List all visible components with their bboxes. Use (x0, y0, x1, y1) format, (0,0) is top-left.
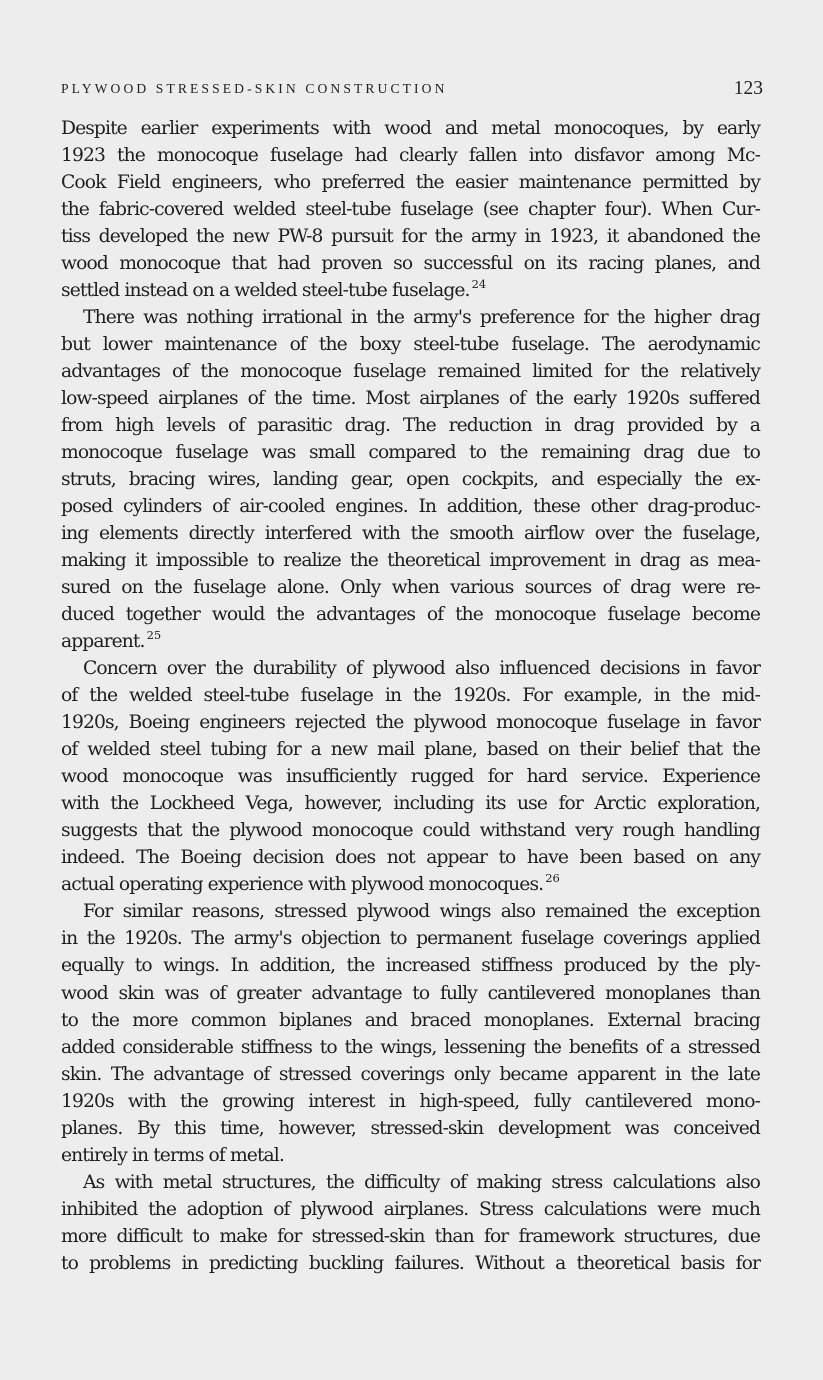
text-line (61, 763, 760, 790)
text-line (61, 925, 760, 952)
line-text: apparent. (61, 631, 145, 653)
line-text: to the more common biplanes and braced monoplanes. External bracing (61, 1009, 760, 1031)
text-line (61, 358, 760, 385)
line-text: There was nothing irrational in the army's preference for the higher drag (83, 307, 760, 329)
text-line (61, 1196, 760, 1223)
line-text: the fabric-covered welded steel-tube fuselage (see chapter four). When Cur- (61, 199, 760, 221)
line-text: Concern over the durability of plywood also influenced decisions in favor (83, 658, 760, 680)
footnote-reference: 25 (146, 628, 162, 643)
running-title: PLYWOOD STRESSED-SKIN CONSTRUCTION (61, 81, 448, 96)
line-text: with the Lockheed Vega, however, including its use for Arctic exploration, (61, 793, 760, 815)
text-line (61, 196, 760, 223)
running-head (61, 78, 763, 102)
line-text: 1920s with the growing interest in high-speed, fully cantilevered mono- (61, 1090, 760, 1112)
text-line (61, 574, 760, 601)
line-text: Despite earlier experiments with wood and metal monocoques, by early (61, 118, 760, 139)
text-line (61, 466, 760, 493)
text-line (61, 628, 760, 655)
line-text: but lower maintenance of the boxy steel-tube fuselage. The aerodynamic (61, 334, 760, 356)
text-line (61, 844, 760, 871)
text-line (61, 682, 760, 709)
page-number: 123 (733, 78, 763, 99)
line-text: posed cylinders of air-cooled engines. In addition, these other drag-produc- (61, 496, 760, 518)
line-text: skin. The advantage of stressed coverings only became apparent in the late (61, 1063, 760, 1085)
line-text: planes. By this time, however, stressed-skin development was conceived (61, 1117, 760, 1139)
text-line (61, 547, 760, 574)
text-line (61, 871, 760, 898)
line-text: tiss developed the new PW-8 pursuit for the army in 1923, it abandoned the (61, 226, 760, 248)
text-line (61, 142, 760, 169)
text-line (61, 1007, 760, 1034)
text-line (61, 412, 760, 439)
line-text: added considerable stiffness to the wings, lessening the benefits of a stressed (61, 1036, 760, 1058)
line-text: advantages of the monocoque fuselage remained limited for the relatively (61, 361, 760, 383)
text-line (61, 655, 760, 682)
paragraph (61, 1169, 760, 1277)
text-line (61, 898, 760, 925)
paragraph (61, 898, 760, 1168)
text-line (61, 1115, 760, 1142)
text-line (61, 817, 760, 844)
text-line (61, 601, 760, 628)
text-line (61, 1223, 760, 1250)
text-line (61, 980, 760, 1007)
line-text: settled instead on a welded steel-tube fuselage. (61, 280, 470, 302)
line-text: For similar reasons, stressed plywood wings also remained the exception (83, 901, 760, 923)
text-line (61, 1250, 760, 1277)
line-text: more difficult to make for stressed-skin than for framework structures, due (61, 1225, 760, 1247)
line-text: from high levels of parasitic drag. The reduction in drag provided by a (61, 415, 760, 437)
text-line (61, 223, 760, 250)
line-text: wood monocoque that had proven so successful on its racing planes, and (61, 253, 760, 275)
text-line (61, 304, 760, 331)
text-line (61, 1142, 760, 1169)
text-line (61, 115, 760, 142)
line-text: Cook Field engineers, who preferred the easier maintenance permitted by (61, 172, 760, 194)
line-text: in the 1920s. The army's objection to permanent fuselage coverings applied (61, 928, 760, 950)
footnote-reference: 26 (545, 871, 560, 886)
line-text: of welded steel tubing for a new mail plane, based on their belief that the (61, 739, 760, 761)
paragraph (61, 304, 760, 655)
line-text: wood skin was of greater advantage to fully cantilevered monoplanes than (61, 982, 760, 1004)
text-line (61, 1088, 760, 1115)
line-text: actual operating experience with plywood monocoques. (61, 874, 544, 896)
line-text: to problems in predicting buckling failures. Without a theoretical basis for (61, 1252, 760, 1274)
text-line (61, 331, 760, 358)
line-text: sured on the fuselage alone. Only when various sources of drag were re- (61, 577, 760, 599)
text-line (61, 439, 760, 466)
line-text: duced together would the advantages of the monocoque fuselage become (61, 604, 760, 626)
text-line (61, 250, 760, 277)
text-line (61, 790, 760, 817)
text-line (61, 952, 760, 979)
line-text: monocoque fuselage was small compared to the remaining drag due to (61, 442, 760, 464)
line-text: 1920s, Boeing engineers rejected the plywood monocoque fuselage in favor (61, 712, 760, 734)
text-line (61, 385, 760, 412)
line-text: entirely in terms of metal. (61, 1144, 284, 1166)
text-line (61, 1034, 760, 1061)
line-text: equally to wings. In addition, the increased stiffness produced by the ply- (61, 955, 760, 977)
text-line (61, 169, 760, 196)
paragraph (61, 655, 760, 898)
text-line (61, 736, 760, 763)
text-line (61, 1061, 760, 1088)
line-text: of the welded steel-tube fuselage in the 1920s. For example, in the mid- (61, 685, 760, 707)
paragraph (61, 115, 760, 304)
text-line (61, 493, 760, 520)
line-text: suggests that the plywood monocoque could withstand very rough handling (61, 820, 760, 842)
line-text: inhibited the adoption of plywood airplanes. Stress calculations were much (61, 1198, 760, 1220)
line-text: struts, bracing wires, landing gear, open cockpits, and especially the ex- (61, 469, 760, 491)
text-line (61, 1169, 760, 1196)
line-text: ing elements directly interfered with the smooth airflow over the fuselage, (61, 523, 760, 545)
line-text: making it impossible to realize the theoretical improvement in drag as mea- (61, 550, 760, 572)
text-line (61, 520, 760, 547)
text-line (61, 709, 760, 736)
body-text (61, 115, 760, 1277)
line-text: wood monocoque was insufficiently rugged for hard service. Experience (61, 766, 760, 788)
line-text: 1923 the monocoque fuselage had clearly fallen into disfavor among Mc- (61, 145, 760, 167)
line-text: indeed. The Boeing decision does not appear to have been based on any (61, 847, 760, 869)
line-text: low-speed airplanes of the time. Most airplanes of the early 1920s suffered (61, 388, 760, 410)
text-line (61, 277, 760, 304)
line-text: As with metal structures, the difficulty of making stress calculations also (83, 1171, 760, 1193)
footnote-reference: 24 (471, 277, 487, 292)
